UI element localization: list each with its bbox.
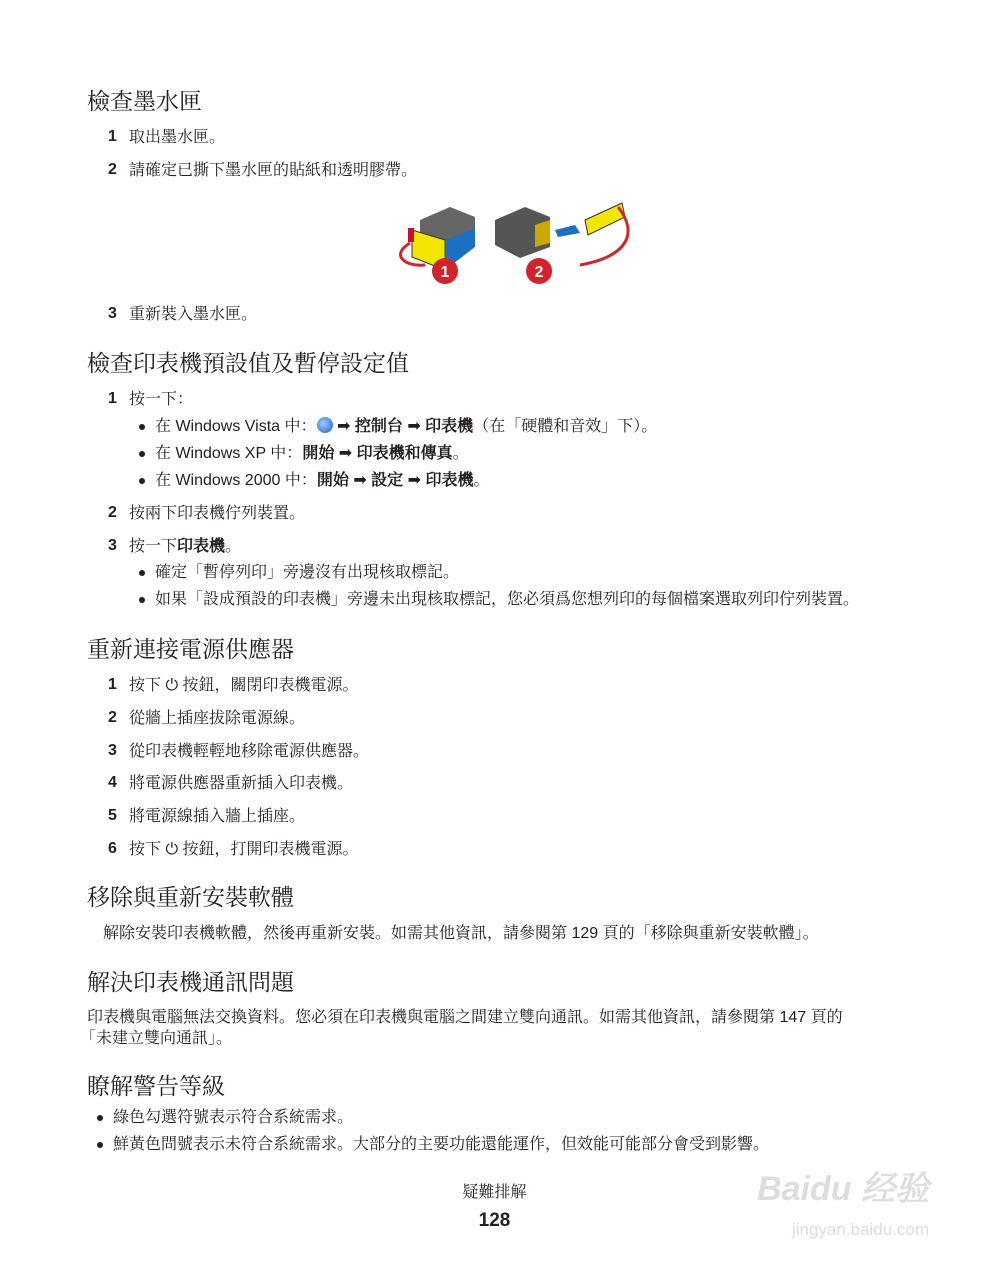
paragraph: 「未建立雙向通訊」。	[80, 1030, 233, 1047]
arrow-icon: ➡	[338, 445, 353, 462]
step-text: 按下 ⏻ 按鈕，打開印表機電源。	[129, 841, 359, 858]
watermark-logo: Baidu 经验	[757, 1170, 929, 1208]
step-number: 1	[108, 390, 117, 407]
step-text: 按下 ⏻ 按鈕，關閉印表機電源。	[129, 677, 359, 694]
arrow-icon: ➡	[353, 472, 367, 489]
step-number: 2	[108, 709, 117, 726]
bullet: 鮮黃色問號表示未符合系統需求。大部分的主要功能還能運作，但效能可能部分會受到影響。	[113, 1136, 770, 1153]
step-number: 3	[108, 305, 117, 322]
heading-communication-problems: 解決印表機通訊問題	[87, 969, 294, 995]
bullet-2000: 在 Windows 2000 中：開始 ➡ 設定 ➡ 印表機。	[155, 472, 490, 489]
paragraph: 解除安裝印表機軟體，然後再重新安裝。如需其他資訊，請參閱第 129 頁的「移除與重新安裝軟體」。	[103, 925, 819, 942]
step-number: 2	[108, 161, 117, 178]
arrow-icon: ➡	[407, 472, 422, 489]
heading-reinstall-software: 移除與重新安裝軟體	[87, 884, 294, 910]
heading-check-printer-defaults: 檢查印表機預設值及暫停設定值	[87, 350, 409, 376]
bullet: 確定「暫停列印」旁邊沒有出現核取標記。	[155, 564, 460, 581]
step-number: 3	[108, 537, 117, 554]
step-text: 重新裝入墨水匣。	[129, 306, 258, 323]
cartridge-2	[495, 203, 625, 258]
heading-reconnect-power: 重新連接電源供應器	[87, 636, 294, 662]
step-text: 從印表機輕輕地移除電源供應器。	[129, 743, 370, 760]
step-text: 按一下印表機。	[129, 538, 242, 555]
page-number: 128	[478, 1210, 511, 1231]
step-number: 1	[108, 128, 117, 145]
step-text: 按兩下印表機佇列裝置。	[129, 505, 306, 522]
bullet-xp: 在 Windows XP 中：開始 ➡ 印表機和傳真。	[155, 445, 469, 462]
heading-check-cartridge: 檢查墨水匣	[87, 88, 202, 114]
bullet-vista: 在 Windows Vista 中： ➡ 控制台 ➡ 印表機（在「硬體和音效」下）。	[155, 418, 658, 435]
windows-start-icon	[317, 417, 333, 433]
step-number: 1	[108, 676, 117, 693]
watermark-url: jingyan.baidu.com	[791, 1220, 929, 1239]
step-number: 4	[108, 774, 117, 791]
cartridge-illustration	[390, 195, 640, 290]
step-number: 2	[108, 504, 117, 521]
step-number: 3	[108, 742, 117, 759]
footer-section: 疑難排解	[462, 1184, 527, 1201]
step-text: 將電源線插入牆上插座。	[129, 808, 306, 825]
arrow-icon: ➡	[407, 418, 421, 435]
paragraph: 印表機與電腦無法交換資料。您必須在印表機與電腦之間建立雙向通訊。如需其他資訊，請參閱第 147 頁的	[87, 1009, 843, 1026]
callout-2: 2	[534, 264, 544, 281]
step-text: 請確定已撕下墨水匣的貼紙和透明膠帶。	[129, 162, 418, 179]
arrow-icon: ➡	[336, 418, 351, 435]
step-number: 6	[108, 840, 117, 857]
heading-warning-levels: 瞭解警告等級	[87, 1073, 225, 1099]
callout-1: 1	[440, 264, 450, 281]
bullet: 綠色勾選符號表示符合系統需求。	[113, 1109, 354, 1126]
step-text: 按一下：	[129, 391, 194, 408]
power-icon: ⏻	[165, 677, 179, 694]
power-icon: ⏻	[165, 841, 179, 858]
step-text: 將電源供應器重新插入印表機。	[129, 775, 354, 792]
bullet: 如果「設成預設的印表機」旁邊未出現核取標記，您必須爲您想列印的每個檔案選取列印佇列裝置。	[155, 591, 860, 608]
step-number: 5	[108, 807, 117, 824]
step-text: 從牆上插座拔除電源線。	[129, 710, 306, 727]
step-text: 取出墨水匣。	[129, 129, 226, 146]
